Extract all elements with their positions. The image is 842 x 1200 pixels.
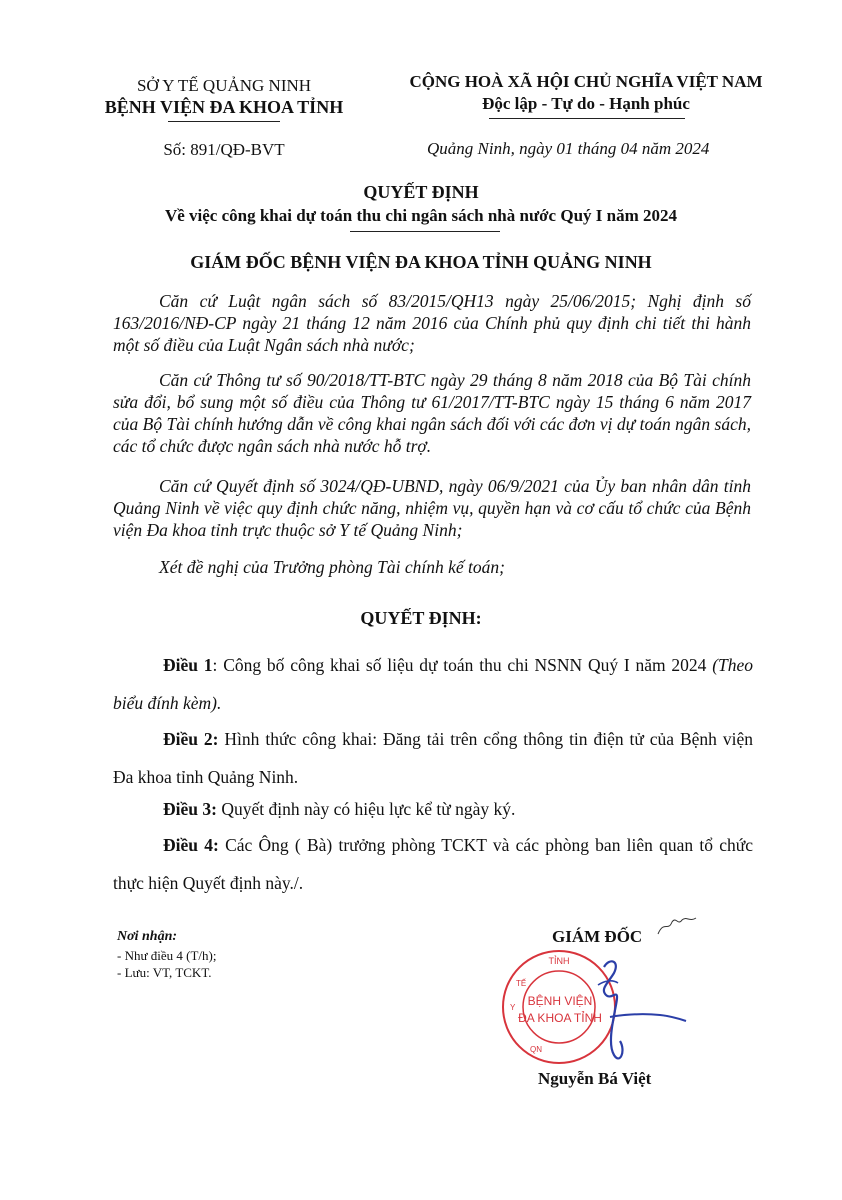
org-underline xyxy=(168,121,280,122)
article-4-label: Điều 4: xyxy=(163,835,219,855)
svg-text:Y: Y xyxy=(510,1003,516,1012)
country-name: CỘNG HOÀ XÃ HỘI CHỦ NGHĨA VIỆT NAM xyxy=(409,72,763,91)
subject-underline xyxy=(350,231,500,232)
article-1-text: Công bố công khai số liệu dự toán thu chi NSNN Quý I năm 2024 xyxy=(223,655,713,675)
article-2-label: Điều 2: xyxy=(163,729,219,749)
org-parent: SỞ Y TẾ QUẢNG NINH xyxy=(136,76,312,95)
article-2-text: Hình thức công khai: Đăng tải trên cổng thông tin điện tử của Bệnh viện Đa khoa tỉnh Quảng Ninh. xyxy=(113,729,753,787)
basis-1: Căn cứ Luật ngân sách số 83/2015/QH13 ngày 25/06/2015; Nghị định số 163/2016/NĐ-CP ngày 21 tháng 12 năm 2016 của Chính phủ quy định chi tiết thi hành một số điều của Luật Ngân sách nhà nước; xyxy=(113,291,751,355)
seal-line-2: ĐA KHOA TỈNH xyxy=(518,1011,602,1025)
doc-subject: Về việc công khai dự toán thu chi ngân sách nhà nước Quý I năm 2024 xyxy=(164,206,678,225)
recipient-item: - Lưu: VT, TCKT. xyxy=(117,965,212,980)
org-name: BỆNH VIỆN ĐA KHOA TỈNH xyxy=(104,97,344,117)
handwritten-signature xyxy=(590,955,690,1075)
motto-underline xyxy=(489,118,685,119)
article-4-text: Các Ông ( Bà) trưởng phòng TCKT và các phòng ban liên quan tổ chức thực hiện Quyết định này./. xyxy=(113,835,754,893)
motto: Độc lập - Tự do - Hạnh phúc xyxy=(482,94,690,113)
article-1: Điều 1: Công bố công khai số liệu dự toán thu chi NSNN Quý I năm 2024 (Theo biểu đính kèm). xyxy=(113,655,754,713)
signer-name: Nguyễn Bá Việt xyxy=(538,1069,652,1088)
basis-3: Căn cứ Quyết định số 3024/QĐ-UBND, ngày 06/9/2021 của Ủy ban nhân dân tỉnh Quảng Ninh về việc quy định chức năng, nhiệm vụ, quyền hạn và cơ cấu tổ chức của Bệnh viện Đa khoa tỉnh trực thuộc sở Y tế Quảng Ninh; xyxy=(113,476,751,540)
basis-4: Xét đề nghị của Trưởng phòng Tài chính kế toán; xyxy=(159,557,506,577)
article-1-note: (Theo biểu đính kèm). xyxy=(113,655,754,713)
article-2 xyxy=(113,720,753,796)
seal-ring-text: TỈNH xyxy=(548,956,570,966)
recipients-heading: Nơi nhận: xyxy=(117,929,178,944)
recipient-item: - Như điều 4 (T/h); xyxy=(117,948,217,963)
svg-text:TẾ: TẾ xyxy=(516,979,527,988)
doc-type: QUYẾT ĐỊNH xyxy=(363,182,479,202)
article-3-text: Quyết định này có hiệu lực kể từ ngày ký. xyxy=(221,799,516,819)
initials-mark xyxy=(656,912,700,938)
doc-number: Số: 891/QĐ-BVT xyxy=(163,140,285,159)
place-date: Quảng Ninh, ngày 01 tháng 04 năm 2024 xyxy=(427,139,710,158)
authority: GIÁM ĐỐC BỆNH VIỆN ĐA KHOA TỈNH QUẢNG NINH xyxy=(190,252,652,272)
article-3-label: Điều 3: xyxy=(163,799,217,819)
svg-text:QN: QN xyxy=(530,1045,542,1054)
basis-2: Căn cứ Thông tư số 90/2018/TT-BTC ngày 29 tháng 8 năm 2018 của Bộ Tài chính sửa đổi, bổ sung một số điều của Thông tư 61/2017/TT-BTC ngày 15 tháng 6 năm 2017 của Bộ Tài chính hướng dẫn về công khai ngân sách đối với các đơn vị dự toán ngân sách, các tổ chức được ngân sách nhà nước hỗ trợ. xyxy=(113,370,751,456)
article-4 xyxy=(113,826,753,902)
seal-line-1: BỆNH VIỆN xyxy=(527,994,593,1008)
decision-heading: QUYẾT ĐỊNH: xyxy=(360,608,482,628)
signer-title: GIÁM ĐỐC xyxy=(552,927,643,946)
article-1-label: Điều 1 xyxy=(163,655,213,675)
article-3 xyxy=(113,790,753,828)
